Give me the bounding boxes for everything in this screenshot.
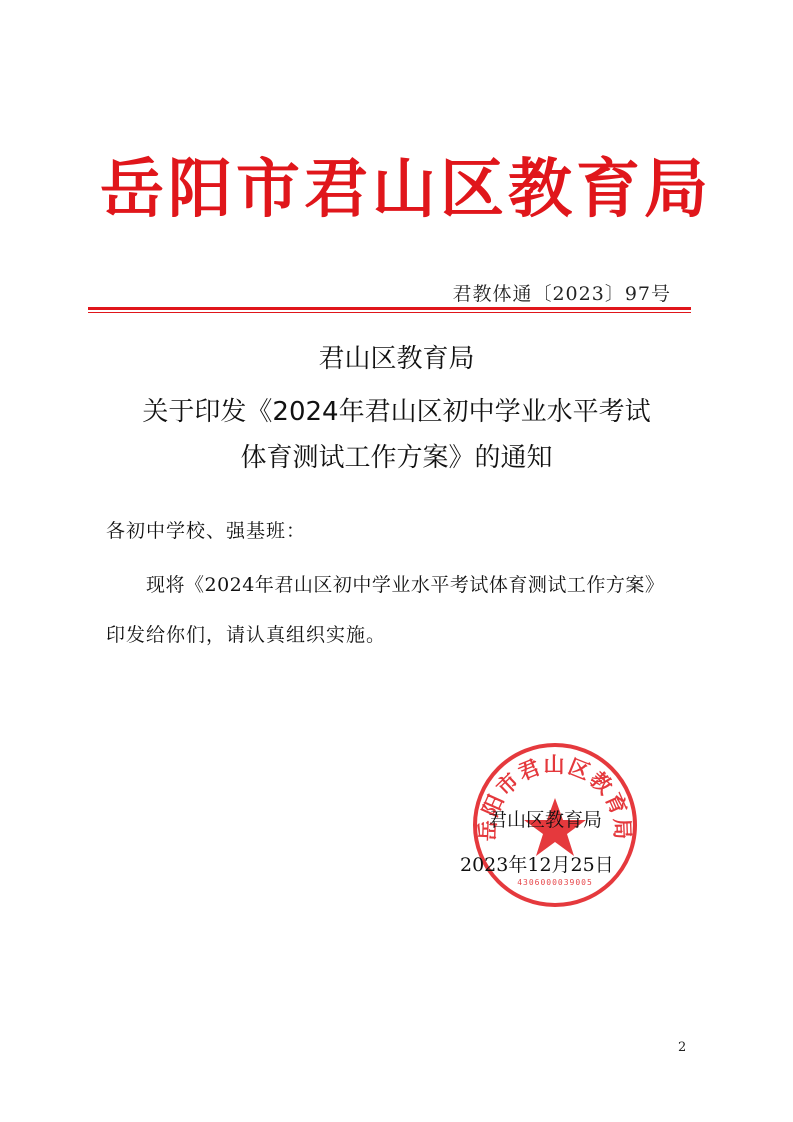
body-paragraph-line-1: 现将《2024年君山区初中学业水平考试体育测试工作方案》: [146, 574, 665, 596]
issue-date: 2023年12月25日: [460, 854, 614, 876]
masthead-title: 岳阳市君山区教育局: [100, 153, 712, 227]
seal-code: 4306000039005: [517, 878, 593, 887]
red-divider-thick: [88, 307, 691, 310]
seal-text: 岳阳市君山区教育局: [475, 753, 635, 842]
document-number: 君教体通〔2023〕97号: [452, 283, 671, 305]
doc-title-line-3: 体育测试工作方案》的通知: [240, 443, 553, 473]
issuer-name: 君山区教育局: [488, 809, 603, 831]
page-number: 2: [678, 1040, 687, 1055]
red-divider-thin: [88, 312, 691, 313]
doc-title-line-2: 关于印发《2024年君山区初中学业水平考试: [142, 397, 651, 427]
salutation: 各初中学校、强基班：: [106, 520, 307, 542]
doc-title-line-1: 君山区教育局: [318, 344, 475, 374]
body-paragraph-line-2: 印发给你们，请认真组织实施。: [106, 624, 387, 646]
